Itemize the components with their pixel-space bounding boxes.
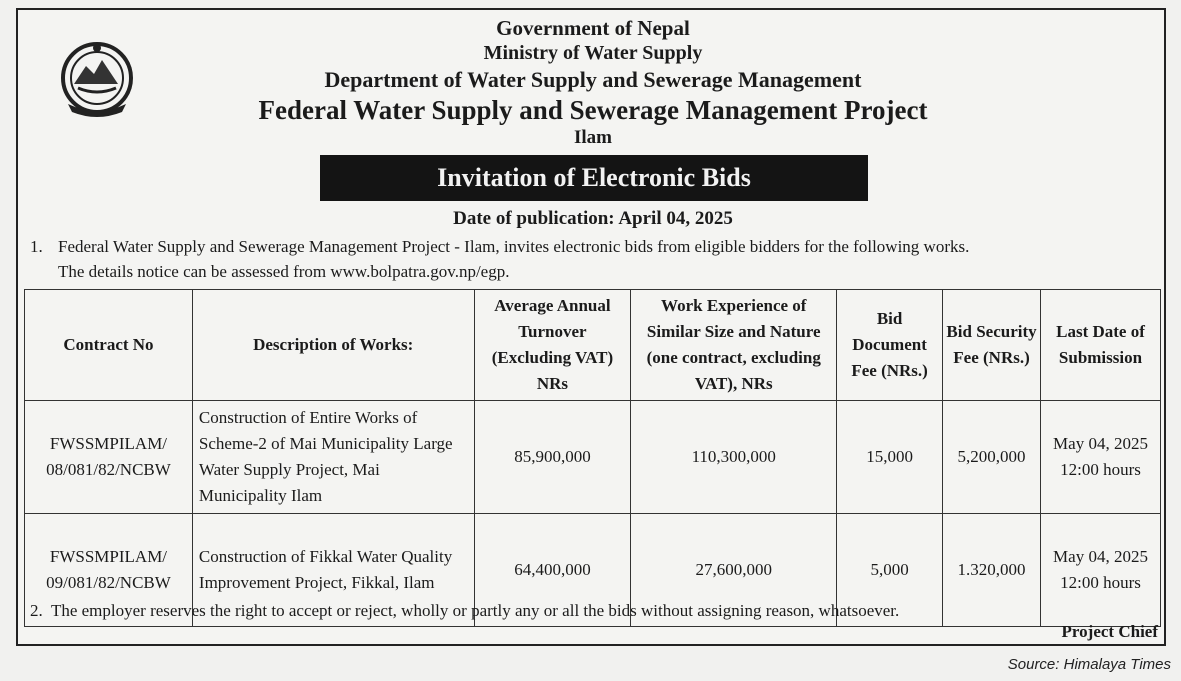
header-doc-fee: Bid Document Fee (NRs.) (837, 290, 943, 401)
doc-fee-cell: 5,000 (837, 514, 943, 627)
tender-notice (16, 8, 1166, 646)
government-title: Government of Nepal (496, 16, 690, 40)
notice-banner (320, 155, 868, 201)
security-fee-cell: 5,200,000 (943, 401, 1041, 514)
turnover-cell: 64,400,000 (474, 514, 631, 627)
clause-1-line2: The details notice can be assessed from www.bolpatra.gov.np/egp. (58, 262, 510, 281)
description-cell: Construction of Entire Works of Scheme-2 of Mai Municipality Large Water Supply Project, Mai Municipality Ilam (192, 401, 474, 514)
contract-no-cell: FWSSMPILAM/ 09/081/82/NCBW (25, 514, 193, 627)
security-fee-cell: 1.320,000 (943, 514, 1041, 627)
department-title: Department of Water Supply and Sewerage Management (324, 67, 862, 92)
bids-table (24, 289, 1161, 627)
header-security-fee: Bid Security Fee (NRs.) (943, 290, 1041, 401)
header-description: Description of Works: (192, 290, 474, 401)
description-cell: Construction of Fikkal Water Quality Improvement Project, Fikkal, Ilam (192, 514, 474, 627)
doc-fee-cell: 15,000 (837, 401, 943, 514)
clause-2-text: The employer reserves the right to accept or reject, wholly or partly any or all the bids without assigning reason, whatsoever. (50, 601, 900, 620)
banner-title: Invitation of Electronic Bids (437, 163, 751, 192)
last-date-cell: May 04, 2025 12:00 hours (1041, 514, 1161, 627)
experience-cell: 110,300,000 (631, 401, 837, 514)
last-date-cell: May 04, 2025 12:00 hours (1041, 401, 1161, 514)
turnover-cell: 85,900,000 (474, 401, 631, 514)
header-turnover: Average Annual Turnover (Excluding VAT) NRs (474, 290, 631, 401)
ministry-title: Ministry of Water Supply (483, 42, 703, 64)
header-experience: Work Experience of Similar Size and Nature (one contract, excluding VAT), NRs (631, 290, 837, 401)
clause-1-number: 1. (30, 237, 43, 256)
header-contract-no: Contract No (25, 290, 193, 401)
publication-date: Date of publication: April 04, 2025 (453, 208, 733, 229)
table-row (25, 401, 1161, 514)
contract-no-cell: FWSSMPILAM/ 08/081/82/NCBW (25, 401, 193, 514)
signatory: Project Chief (1061, 622, 1158, 641)
header-last-date: Last Date of Submission (1041, 290, 1161, 401)
location-title: Ilam (574, 127, 612, 148)
clause-2-number: 2. (30, 601, 43, 620)
table-header-row (25, 290, 1161, 401)
clause-2 (30, 598, 1160, 623)
clause-1 (30, 234, 1160, 284)
project-title: Federal Water Supply and Sewerage Management Project (258, 95, 928, 125)
experience-cell: 27,600,000 (631, 514, 837, 627)
clause-1-line1: Federal Water Supply and Sewerage Management Project - Ilam, invites electronic bids from eligible bidders for the following works. (58, 237, 970, 256)
source-credit: Source: Himalaya Times (1007, 656, 1171, 673)
